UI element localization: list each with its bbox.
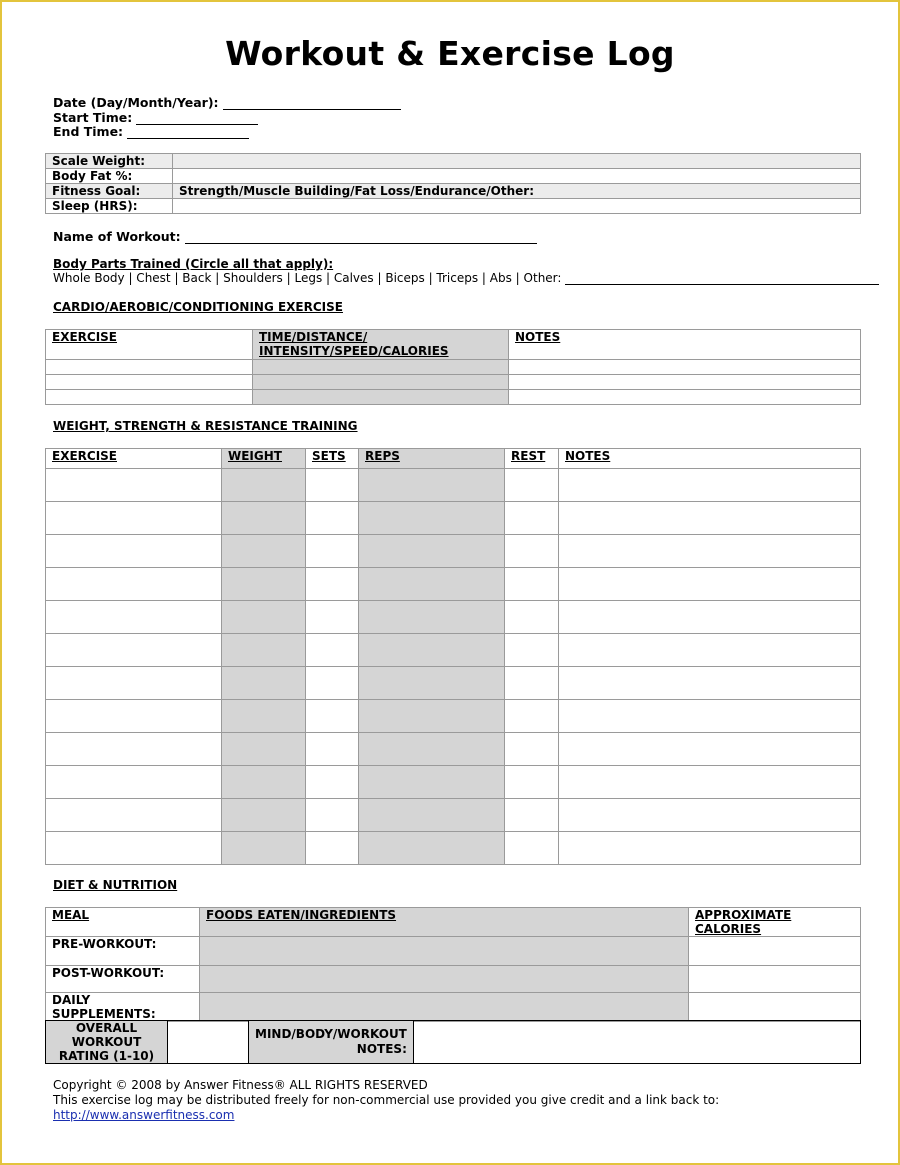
pre-workout-foods[interactable] <box>200 937 689 966</box>
supplements-calories[interactable] <box>689 993 861 1022</box>
fitness-goal-label: Fitness Goal: <box>46 184 173 199</box>
cardio-cell[interactable] <box>253 375 509 390</box>
weights-cell[interactable] <box>505 634 559 667</box>
weights-cell[interactable] <box>46 535 222 568</box>
cardio-table <box>45 329 861 405</box>
diet-heading: DIET & NUTRITION <box>53 878 178 892</box>
post-workout-calories[interactable] <box>689 966 861 993</box>
body-parts-options[interactable]: Whole Body | Chest | Back | Shoulders | Legs | Calves | Biceps | Triceps | Abs | Other: <box>53 271 562 285</box>
weights-cell[interactable] <box>505 568 559 601</box>
mind-body-notes-cell[interactable] <box>413 1021 860 1064</box>
weights-cell[interactable] <box>306 601 359 634</box>
fitness-goal-cell[interactable]: Strength/Muscle Building/Fat Loss/Endurance/Other: <box>173 184 861 199</box>
weights-cell[interactable] <box>222 799 306 832</box>
sleep-cell[interactable] <box>173 199 861 214</box>
weights-cell[interactable] <box>559 832 861 865</box>
cardio-cell[interactable] <box>46 390 253 405</box>
weights-cell[interactable] <box>359 634 505 667</box>
page-title: Workout & Exercise Log <box>225 34 675 73</box>
weights-cell[interactable] <box>222 766 306 799</box>
weights-col-weight: WEIGHT <box>222 449 306 469</box>
scale-weight-cell[interactable] <box>173 154 861 169</box>
weights-cell[interactable] <box>359 667 505 700</box>
weights-cell[interactable] <box>306 766 359 799</box>
weights-col-reps: REPS <box>359 449 505 469</box>
weights-cell[interactable] <box>505 733 559 766</box>
weights-cell[interactable] <box>505 469 559 502</box>
body-parts-other-line[interactable] <box>565 272 879 285</box>
table-row <box>46 766 861 799</box>
body-parts-heading: Body Parts Trained (Circle all that apply): <box>53 257 334 271</box>
end-time-field <box>53 124 249 139</box>
date-field <box>53 95 401 110</box>
pre-workout-label: PRE-WORKOUT: <box>46 937 200 966</box>
cardio-col-time-line1: TIME/DISTANCE/ <box>259 330 368 344</box>
table-row <box>46 832 861 865</box>
weights-cell[interactable] <box>559 568 861 601</box>
cardio-cell[interactable] <box>509 390 861 405</box>
table-row <box>46 937 861 966</box>
weights-cell[interactable] <box>46 568 222 601</box>
weights-cell[interactable] <box>46 634 222 667</box>
end-time-input-line[interactable] <box>127 126 249 139</box>
date-input-line[interactable] <box>223 97 401 110</box>
cardio-col-time-line2: INTENSITY/SPEED/CALORIES <box>259 344 449 358</box>
table-row <box>46 733 861 766</box>
weights-col-notes: NOTES <box>559 449 861 469</box>
weights-cell[interactable] <box>559 733 861 766</box>
weights-cell[interactable] <box>359 733 505 766</box>
body-parts-options-row <box>53 271 879 285</box>
rating-table <box>45 1020 861 1064</box>
post-workout-foods[interactable] <box>200 966 689 993</box>
weights-cell[interactable] <box>359 799 505 832</box>
weights-cell[interactable] <box>306 733 359 766</box>
body-fat-cell[interactable] <box>173 169 861 184</box>
weights-cell[interactable] <box>359 601 505 634</box>
weights-cell[interactable] <box>46 799 222 832</box>
weights-cell[interactable] <box>505 766 559 799</box>
weights-cell[interactable] <box>46 700 222 733</box>
body-fat-label: Body Fat %: <box>46 169 173 184</box>
cardio-col-time <box>253 330 509 360</box>
table-row <box>46 390 861 405</box>
weights-cell[interactable] <box>222 700 306 733</box>
weights-cell[interactable] <box>559 502 861 535</box>
cardio-cell[interactable] <box>509 375 861 390</box>
workout-name-input-line[interactable] <box>185 231 537 244</box>
weights-col-rest: REST <box>505 449 559 469</box>
weights-cell[interactable] <box>306 832 359 865</box>
overall-rating-cell[interactable] <box>168 1021 249 1064</box>
weights-cell[interactable] <box>46 832 222 865</box>
diet-col-foods: FOODS EATEN/INGREDIENTS <box>200 908 689 937</box>
weights-cell[interactable] <box>46 469 222 502</box>
table-row <box>46 993 861 1022</box>
supplements-foods[interactable] <box>200 993 689 1022</box>
table-row <box>46 469 861 502</box>
weights-cell[interactable] <box>46 766 222 799</box>
weights-cell[interactable] <box>359 766 505 799</box>
weights-cell[interactable] <box>306 502 359 535</box>
copyright-text: Copyright © 2008 by Answer Fitness® ALL RIGHTS RESERVED <box>53 1078 428 1092</box>
weights-cell[interactable] <box>359 535 505 568</box>
weights-cell[interactable] <box>505 799 559 832</box>
weights-cell[interactable] <box>559 601 861 634</box>
stats-table <box>45 153 861 214</box>
pre-workout-calories[interactable] <box>689 937 861 966</box>
weights-cell[interactable] <box>559 799 861 832</box>
mind-body-notes-line1: MIND/BODY/WORKOUT <box>255 1027 407 1041</box>
cardio-cell[interactable] <box>253 390 509 405</box>
cardio-col-exercise: EXERCISE <box>46 330 253 360</box>
weights-cell[interactable] <box>559 700 861 733</box>
table-row <box>46 535 861 568</box>
cardio-heading: CARDIO/AEROBIC/CONDITIONING EXERCISE <box>53 300 343 314</box>
weights-cell[interactable] <box>359 568 505 601</box>
supplements-label: DAILY SUPPLEMENTS: <box>46 993 200 1022</box>
overall-rating-label <box>46 1021 168 1064</box>
diet-table <box>45 907 861 1022</box>
weights-cell[interactable] <box>359 469 505 502</box>
mind-body-notes-line2: NOTES: <box>356 1042 407 1056</box>
weights-cell[interactable] <box>359 832 505 865</box>
table-row <box>46 502 861 535</box>
weights-heading: WEIGHT, STRENGTH & RESISTANCE TRAINING <box>53 419 358 433</box>
license-line <box>53 1093 900 1123</box>
weights-cell[interactable] <box>359 700 505 733</box>
weights-cell[interactable] <box>306 469 359 502</box>
weights-cell[interactable] <box>46 502 222 535</box>
weights-cell[interactable] <box>505 667 559 700</box>
weights-cell[interactable] <box>306 535 359 568</box>
workout-name-field <box>53 229 537 244</box>
license-text: This exercise log may be distributed freely for non-commercial use provided you give credit and a link back to: <box>53 1093 720 1107</box>
weights-cell[interactable] <box>559 634 861 667</box>
weights-cell[interactable] <box>222 601 306 634</box>
table-row <box>46 700 861 733</box>
weights-cell[interactable] <box>222 832 306 865</box>
table-row <box>46 568 861 601</box>
sleep-label: Sleep (HRS): <box>46 199 173 214</box>
table-row <box>46 667 861 700</box>
weights-cell[interactable] <box>306 634 359 667</box>
weights-cell[interactable] <box>359 502 505 535</box>
cardio-cell[interactable] <box>509 360 861 375</box>
date-label: Date (Day/Month/Year): <box>53 95 219 110</box>
post-workout-label: POST-WORKOUT: <box>46 966 200 993</box>
weights-cell[interactable] <box>222 568 306 601</box>
cardio-cell[interactable] <box>46 375 253 390</box>
footer <box>53 1078 900 1123</box>
weights-cell[interactable] <box>505 535 559 568</box>
start-time-label: Start Time: <box>53 110 133 125</box>
weights-cell[interactable] <box>222 634 306 667</box>
workout-name-label: Name of Workout: <box>53 229 181 244</box>
table-row <box>46 634 861 667</box>
weights-cell[interactable] <box>306 799 359 832</box>
weights-cell[interactable] <box>46 667 222 700</box>
cardio-col-notes: NOTES <box>509 330 861 360</box>
mind-body-notes-label <box>249 1021 414 1064</box>
table-row <box>46 799 861 832</box>
weights-cell[interactable] <box>46 601 222 634</box>
table-row <box>46 601 861 634</box>
weights-cell[interactable] <box>559 667 861 700</box>
weights-cell[interactable] <box>222 535 306 568</box>
weights-cell[interactable] <box>505 832 559 865</box>
weights-col-exercise: EXERCISE <box>46 449 222 469</box>
weights-cell[interactable] <box>222 667 306 700</box>
table-row <box>46 360 861 375</box>
answerfitness-link[interactable]: http://www.answerfitness.com <box>53 1108 235 1122</box>
weights-cell[interactable] <box>505 700 559 733</box>
weights-cell[interactable] <box>46 733 222 766</box>
weights-cell[interactable] <box>505 601 559 634</box>
cardio-cell[interactable] <box>253 360 509 375</box>
scale-weight-label: Scale Weight: <box>46 154 173 169</box>
weights-cell[interactable] <box>222 733 306 766</box>
overall-rating-line2: WORKOUT <box>71 1035 142 1049</box>
weights-table <box>45 448 861 865</box>
weights-cell[interactable] <box>222 469 306 502</box>
end-time-label: End Time: <box>53 124 124 139</box>
weights-cell[interactable] <box>559 469 861 502</box>
weights-cell[interactable] <box>306 667 359 700</box>
weights-col-sets: SETS <box>306 449 359 469</box>
weights-cell[interactable] <box>505 502 559 535</box>
diet-col-meal: MEAL <box>46 908 200 937</box>
overall-rating-line1: OVERALL <box>75 1021 138 1035</box>
overall-rating-line3: RATING (1-10) <box>58 1049 155 1063</box>
weights-cell[interactable] <box>306 568 359 601</box>
weights-cell[interactable] <box>559 535 861 568</box>
start-time-field <box>53 110 258 125</box>
weights-cell[interactable] <box>559 766 861 799</box>
cardio-cell[interactable] <box>46 360 253 375</box>
weights-cell[interactable] <box>222 502 306 535</box>
table-row <box>46 375 861 390</box>
diet-col-calories: APPROXIMATE CALORIES <box>689 908 861 937</box>
table-row <box>46 966 861 993</box>
weights-cell[interactable] <box>306 700 359 733</box>
